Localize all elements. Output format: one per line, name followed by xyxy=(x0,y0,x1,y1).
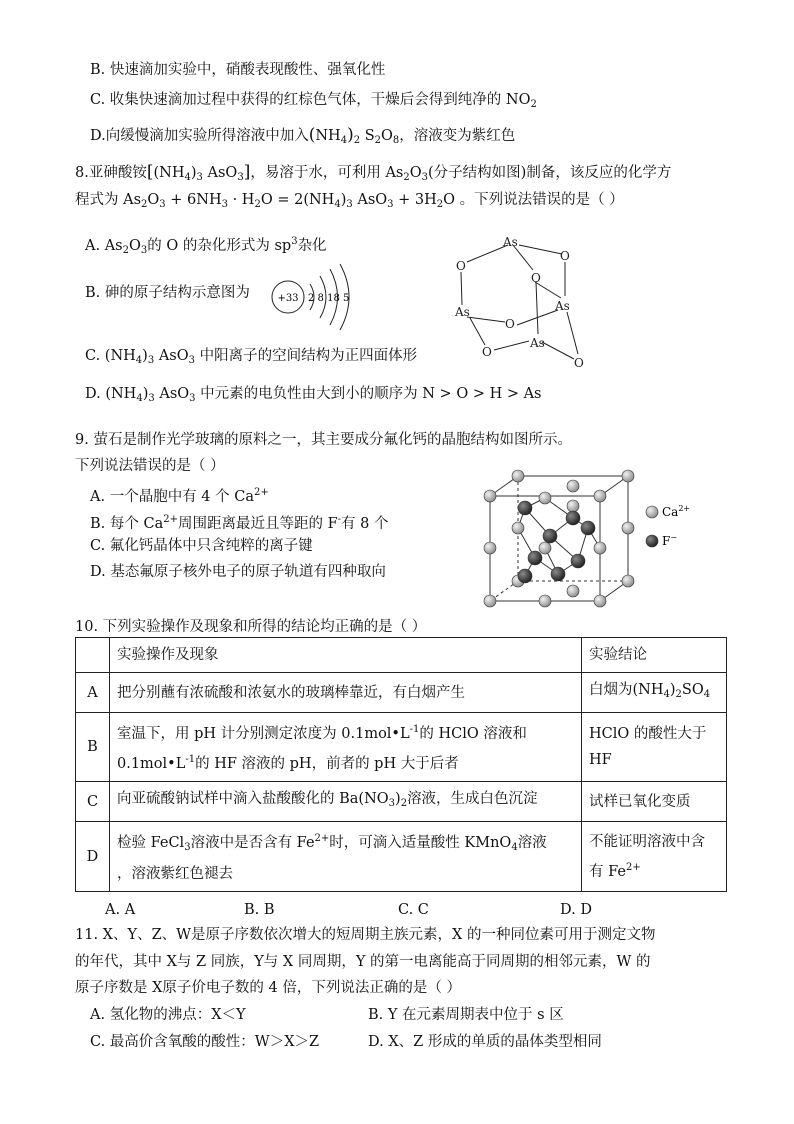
oxygen-atom-label: O xyxy=(531,271,541,285)
q8-stem-line1: 8.亚砷酸铵[$(NH_4)_3$ AsO$_3$]，易溶于水，可利用 $As_2O_3$(分子结构如图)制备，该反应的化学方 xyxy=(75,162,672,183)
q11-option-c: C. 最高价含氧酸的酸性：W＞X＞Z xyxy=(90,1034,320,1050)
q8-option-a: A. $As_2O_3$的 O 的杂化形式为 $sp^3$杂化 xyxy=(85,236,327,256)
q11-stem-line1: 11. X、Y、Z、W是原子序数依次增大的短周期主族元素，X 的一种同位素可用于测定文物 xyxy=(75,927,656,943)
row-key: D xyxy=(76,822,110,892)
arsenic-atom-label: As xyxy=(455,305,470,319)
oxygen-atom-label: O xyxy=(574,356,584,370)
q11-option-b: B. Y 在元素周期表中位于 s 区 xyxy=(368,1007,564,1023)
oxygen-atom-label: O xyxy=(505,317,515,331)
table-header-cell xyxy=(76,638,110,673)
q9-stem-line2: 下列说法错误的是（ ） xyxy=(75,458,225,474)
q7-option-d: D.向缓慢滴加实验所得溶液中加入$(NH_4)_2$ $S_2O_8$，溶液变为紫红色 xyxy=(90,125,516,146)
row-conclusion: 不能证明溶液中含 有 $Fe^{2+}$ xyxy=(582,822,727,892)
row-operation: 检验 FeCl$_3$溶液中是否含有 $Fe^{2+}$时，可滴入适量酸性 KMnO$_4$溶液 ，溶液紫红色褪去 xyxy=(110,822,582,892)
table-header-cell: 实验结论 xyxy=(582,638,727,673)
q9-option-a: A. 一个晶胞中有 4 个 $Ca^{2+}$ xyxy=(90,487,269,505)
q11-option-a: A. 氢化物的沸点：X＜Y xyxy=(90,1007,246,1023)
q9-option-c: C. 氟化钙晶体中只含纯粹的离子键 xyxy=(90,538,313,554)
row-operation: 向亚硫酸钠试样中滴入盐酸酸化的 $Ba(NO_3)_2$溶液，生成白色沉淀 xyxy=(110,782,582,822)
nucleus-charge: +33 xyxy=(277,293,299,304)
caf2-unit-cell-diagram xyxy=(478,466,698,608)
q8-option-d: D. $(NH_4)_3$ AsO$_3$ 中元素的电负性由大到小的顺序为 N > O > H > As xyxy=(85,386,542,404)
table-row xyxy=(76,713,727,782)
arsenic-atom-label: As xyxy=(555,299,570,313)
oxygen-atom-label: O xyxy=(560,249,570,263)
experiment-table xyxy=(75,637,727,892)
row-operation: 把分别蘸有浓硫酸和浓氨水的玻璃棒靠近，有白烟产生 xyxy=(110,673,582,713)
table-header-cell: 实验操作及现象 xyxy=(110,638,582,673)
table-header-row xyxy=(76,638,727,673)
q10-choice-a: A. A xyxy=(105,902,136,918)
table-row xyxy=(76,822,727,892)
legend-ca-marker xyxy=(646,506,658,518)
q10-choice-d: D. D xyxy=(560,902,592,918)
arsenic-atomic-structure-diagram xyxy=(268,262,368,332)
oxygen-atom-label: O xyxy=(482,345,492,359)
q10-stem: 10. 下列实验操作及现象和所得的结论均正确的是（ ） xyxy=(75,619,427,635)
q10-choice-c: C. C xyxy=(398,902,429,918)
oxygen-atom-label: O xyxy=(456,259,466,273)
row-conclusion: HClO 的酸性大于 HF xyxy=(582,713,727,782)
arsenic-atom-label: As xyxy=(530,336,545,350)
q9-option-d: D. 基态氟原子核外电子的原子轨道有四种取向 xyxy=(90,564,386,580)
q9-stem-line1: 9. 萤石是制作光学玻璃的原料之一，其主要成分氟化钙的晶胞结构如图所示。 xyxy=(75,432,572,448)
row-conclusion: 试样已氧化变质 xyxy=(582,782,727,822)
table-row xyxy=(76,782,727,822)
legend-f-marker xyxy=(646,535,658,547)
legend-ca-label: $Ca^{2+}$ xyxy=(662,504,691,519)
q11-stem-line3: 原子序数是 X原子价电子数的 4 倍，下列说法正确的是（ ） xyxy=(75,980,461,996)
q9-option-b: B. 每个 $Ca^{2+}$周围距离最近且等距的 F-有 8 个 xyxy=(90,514,389,532)
arsenic-atom-label: As xyxy=(503,235,518,249)
row-key: C xyxy=(76,782,110,822)
q11-option-d: D. X、Z 形成的单质的晶体类型相同 xyxy=(368,1034,602,1050)
row-conclusion: 白烟为$(NH_4)_2SO_4$ xyxy=(582,673,727,713)
q8-option-c: C. $(NH_4)_3$ AsO$_3$ 中阳离子的空间结构为正四面体形 xyxy=(85,348,418,366)
q10-choice-b: B. B xyxy=(244,902,275,918)
q8-stem-line2: 程式为 $As_2O_3 + 6NH_3 \cdot H_2O = 2(NH_4)_3$ $AsO_3 + 3H_2O$ 。下列说法错误的是（ ） xyxy=(75,192,624,210)
legend-f-label: F− xyxy=(662,533,678,548)
q7-option-c: C. 收集快速滴加过程中获得的红棕色气体，干燥后会得到纯净的 $NO_2$ xyxy=(90,92,537,110)
row-key: B xyxy=(76,713,110,782)
table-row xyxy=(76,673,727,713)
q7-option-b: B. 快速滴加实验中，硝酸表现酸性、强氧化性 xyxy=(90,62,386,78)
q11-stem-line2: 的年代，其中 X与 Z 同族，Y与 X 同周期，Y 的第一电离能高于同周期的相邻元素，W 的 xyxy=(75,954,651,970)
as2o3-molecule-structure xyxy=(445,230,595,370)
q8-option-b: B. 砷的原子结构示意图为 xyxy=(85,285,250,301)
row-operation: 室温下，用 pH 计分别测定浓度为 $0.1mol•L^{-1}$的 HClO 溶液和 $0.1mol•L^{-1}$的 HF 溶液的 pH，前者的 pH 大于后者 xyxy=(110,713,582,782)
row-key: A xyxy=(76,673,110,713)
electron-shell-counts: 2 8 18 5 xyxy=(308,293,350,304)
